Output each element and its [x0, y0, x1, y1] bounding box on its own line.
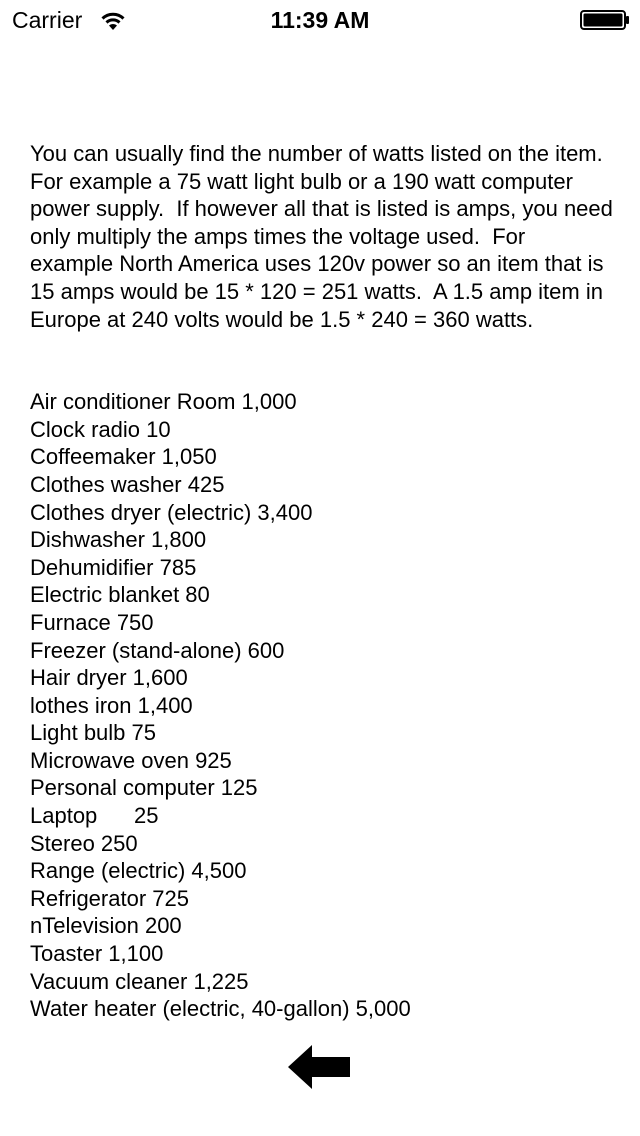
- appliance-list: [30, 388, 614, 1023]
- appliance-item: Stereo 250: [30, 830, 138, 856]
- appliance-item: Water heater (electric, 40-gallon) 5,000: [30, 996, 411, 1022]
- appliance-item: Hair dryer 1,600: [30, 665, 188, 691]
- appliance-item: Clothes washer 425: [30, 471, 225, 497]
- status-time: 11:39 AM: [270, 7, 370, 33]
- appliance-item: Laptop 25: [30, 803, 159, 829]
- appliance-item: Freezer (stand-alone) 600: [30, 637, 285, 663]
- appliance-item: nTelevision 200: [30, 913, 182, 939]
- appliance-item: Clock radio 10: [30, 416, 171, 442]
- appliance-item: Refrigerator 725: [30, 885, 189, 911]
- appliance-item: Light bulb 75: [30, 720, 156, 746]
- appliance-item: Dishwasher 1,800: [30, 527, 207, 553]
- carrier-label: Carrier: [12, 7, 83, 33]
- section-spacer: [30, 333, 614, 388]
- appliance-item: Electric blanket 80: [30, 582, 210, 608]
- battery-icon: [580, 10, 630, 30]
- appliance-item: Furnace 750: [30, 609, 154, 635]
- watts-info-scroll-view[interactable]: [30, 140, 620, 1033]
- appliance-item: Personal computer 125: [30, 775, 258, 801]
- appliance-item: Vacuum cleaner 1,225: [30, 968, 249, 994]
- appliance-item: Air conditioner Room 1,000: [30, 389, 297, 415]
- status-bar: [0, 0, 640, 40]
- appliance-item: Coffeemaker 1,050: [30, 444, 217, 470]
- appliance-item: Toaster 1,100: [30, 941, 164, 967]
- intro-paragraph: You can usually find the number of watts listed on the item. For example a 75 watt light bulb or a 190 watt computer power supply. If however all that is listed is amps, you need only multiply the amps times the voltage used. For example North America uses 120v power so an item that is 15 amps would be 15 * 120 = 251 watts. A 1.5 amp item in Europe at 240 volts would be 1.5 * 240 = 360 watts.: [30, 141, 620, 332]
- appliance-item: Microwave oven 925: [30, 747, 232, 773]
- appliance-item: Range (electric) 4,500: [30, 858, 247, 884]
- arrow-left-icon: [286, 1043, 354, 1091]
- back-button[interactable]: [286, 1043, 354, 1091]
- appliance-item: lothes iron 1,400: [30, 692, 193, 718]
- appliance-item: Dehumidifier 785: [30, 554, 197, 580]
- appliance-item: Clothes dryer (electric) 3,400: [30, 499, 313, 525]
